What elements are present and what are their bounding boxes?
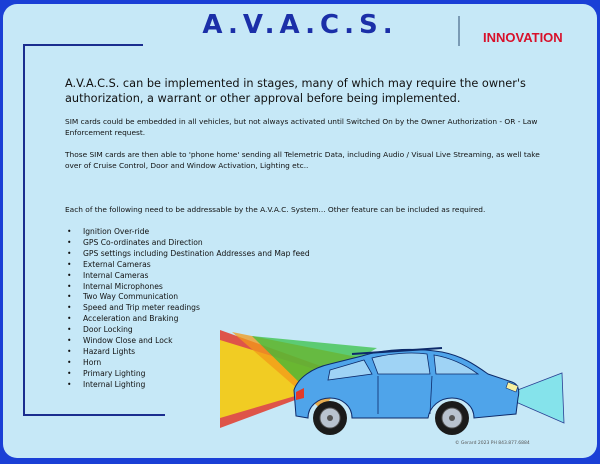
car-window-middle (372, 353, 430, 374)
list-item: • Acceleration and Braking (65, 314, 310, 325)
features-heading: Each of the following need to be addressable by the A.V.A.C. System... Other feature can be included as required. (65, 205, 486, 214)
list-item: • Internal Microphones (65, 282, 310, 293)
list-item: • GPS settings including Destination Addresses and Map feed (65, 249, 310, 260)
telemetry-paragraph: Those SIM cards are then able to 'phone home' sending all Telemetric Data, including Audio / Visual Live Streaming, as well take over of Cruise Control, Door and Window Activation, Lighting etc.. (65, 150, 540, 170)
list-item: • External Cameras (65, 260, 310, 271)
car-illustration (212, 318, 574, 440)
bottom-left-rule (23, 414, 165, 416)
top-left-rule (23, 44, 143, 46)
innovation-badge: INNOVATION (483, 30, 563, 45)
list-item: • Speed and Trip meter readings (65, 303, 310, 314)
list-item: • GPS Co-ordinates and Direction (65, 238, 310, 249)
list-item: • Internal Lighting (65, 380, 310, 391)
copyright-text: © Gerard 2023 PH 843.877.6884 (455, 441, 530, 446)
list-item: • Ignition Over-ride (65, 227, 310, 238)
left-rule (23, 44, 25, 416)
page-title: A.V.A.C.S. (202, 10, 398, 40)
list-item: • Door Locking (65, 325, 310, 336)
front-wheel (435, 401, 469, 435)
sim-paragraph: SIM cards could be embedded in all vehicles, but not always activated until Switched On by the Owner Authorization - OR - Law Enforcement request. (65, 117, 538, 137)
list-item: • Hazard Lights (65, 347, 310, 358)
list-item: • Primary Lighting (65, 369, 310, 380)
rear-wheel (313, 401, 347, 435)
list-item: • Window Close and Lock (65, 336, 310, 347)
list-item: • Internal Cameras (65, 271, 310, 282)
title-divider (458, 16, 460, 46)
intro-text: A.V.A.C.S. can be implemented in stages, many of which may require the owner's authorization, a warrant or other approval before being implemented. (65, 77, 526, 105)
list-item: • Two Way Communication (65, 292, 310, 303)
list-item: • Horn (65, 358, 310, 369)
